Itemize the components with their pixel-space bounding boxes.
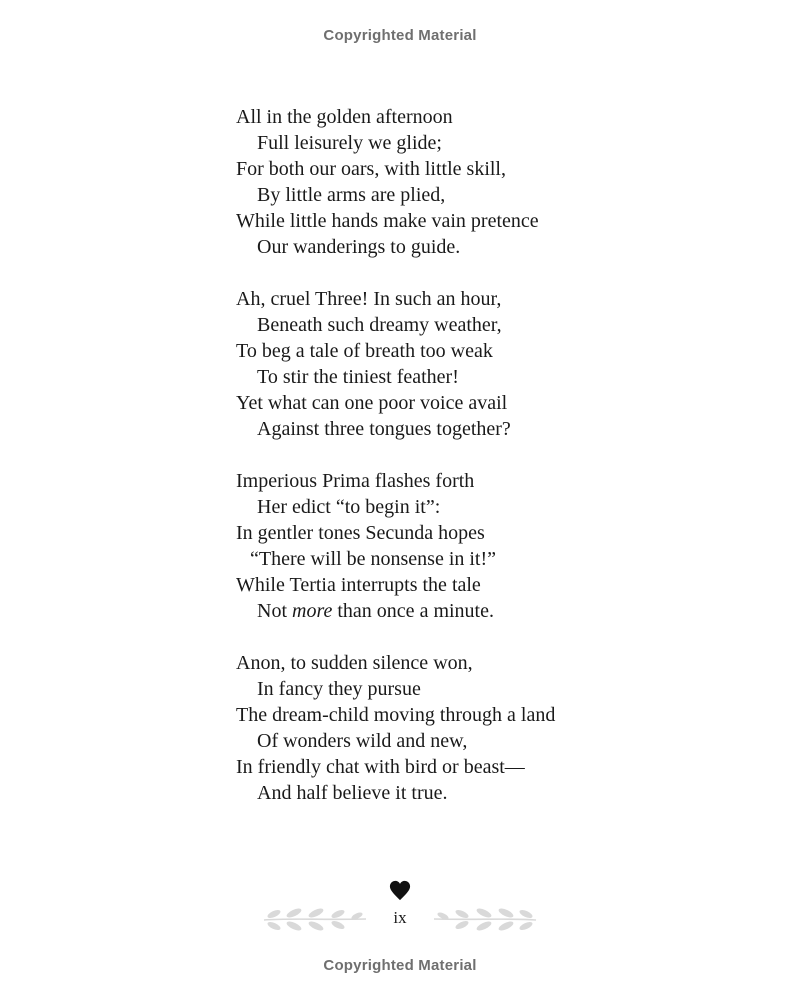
poem-line: And half believe it true. bbox=[257, 782, 448, 804]
stanza-3 bbox=[236, 468, 696, 624]
poem-line: Against three tongues together? bbox=[257, 418, 511, 440]
page-number: ix bbox=[393, 908, 407, 927]
stanza-2 bbox=[236, 286, 696, 442]
poem-line: In fancy they pursue bbox=[257, 678, 421, 700]
poem-line: In friendly chat with bird or beast— bbox=[236, 756, 525, 778]
poem-line: Beneath such dreamy weather, bbox=[257, 314, 502, 336]
poem-line: Imperious Prima flashes forth bbox=[236, 470, 475, 492]
poem-line: While Tertia interrupts the tale bbox=[236, 574, 481, 596]
poem-line: Of wonders wild and new, bbox=[257, 730, 468, 752]
heart-icon bbox=[389, 880, 411, 902]
stanza-4 bbox=[236, 650, 696, 806]
poem-line: In gentler tones Secunda hopes bbox=[236, 522, 485, 544]
poem-line bbox=[236, 598, 696, 624]
poem-line: Her edict “to begin it”: bbox=[257, 496, 441, 518]
poem-line: Full leisurely we glide; bbox=[257, 132, 442, 154]
poem-line: To stir the tiniest feather! bbox=[257, 366, 459, 388]
emphasis-text: more bbox=[292, 600, 333, 622]
poem bbox=[236, 104, 696, 832]
stanza-1 bbox=[236, 104, 696, 260]
poem-line: Our wanderings to guide. bbox=[257, 236, 461, 258]
copyright-notice-top: Copyrighted Material bbox=[323, 27, 477, 44]
poem-line: All in the golden afternoon bbox=[236, 106, 453, 128]
poem-line: The dream-child moving through a land bbox=[236, 704, 556, 726]
poem-line: For both our oars, with little skill, bbox=[236, 158, 506, 180]
poem-line: “There will be nonsense in it!” bbox=[250, 548, 497, 570]
copyright-notice-bottom: Copyrighted Material bbox=[323, 957, 477, 974]
leaf-sprig-right-icon bbox=[430, 906, 540, 932]
poem-line: Yet what can one poor voice avail bbox=[236, 392, 508, 414]
line-text: Not bbox=[257, 600, 292, 622]
poem-line: Ah, cruel Three! In such an hour, bbox=[236, 288, 502, 310]
poem-line: While little hands make vain pretence bbox=[236, 210, 539, 232]
line-text: than once a minute. bbox=[332, 600, 494, 622]
poem-line: By little arms are plied, bbox=[257, 184, 446, 206]
poem-line: Anon, to sudden silence won, bbox=[236, 652, 473, 674]
poem-line: To beg a tale of breath too weak bbox=[236, 340, 493, 362]
page-ornament bbox=[260, 880, 540, 940]
